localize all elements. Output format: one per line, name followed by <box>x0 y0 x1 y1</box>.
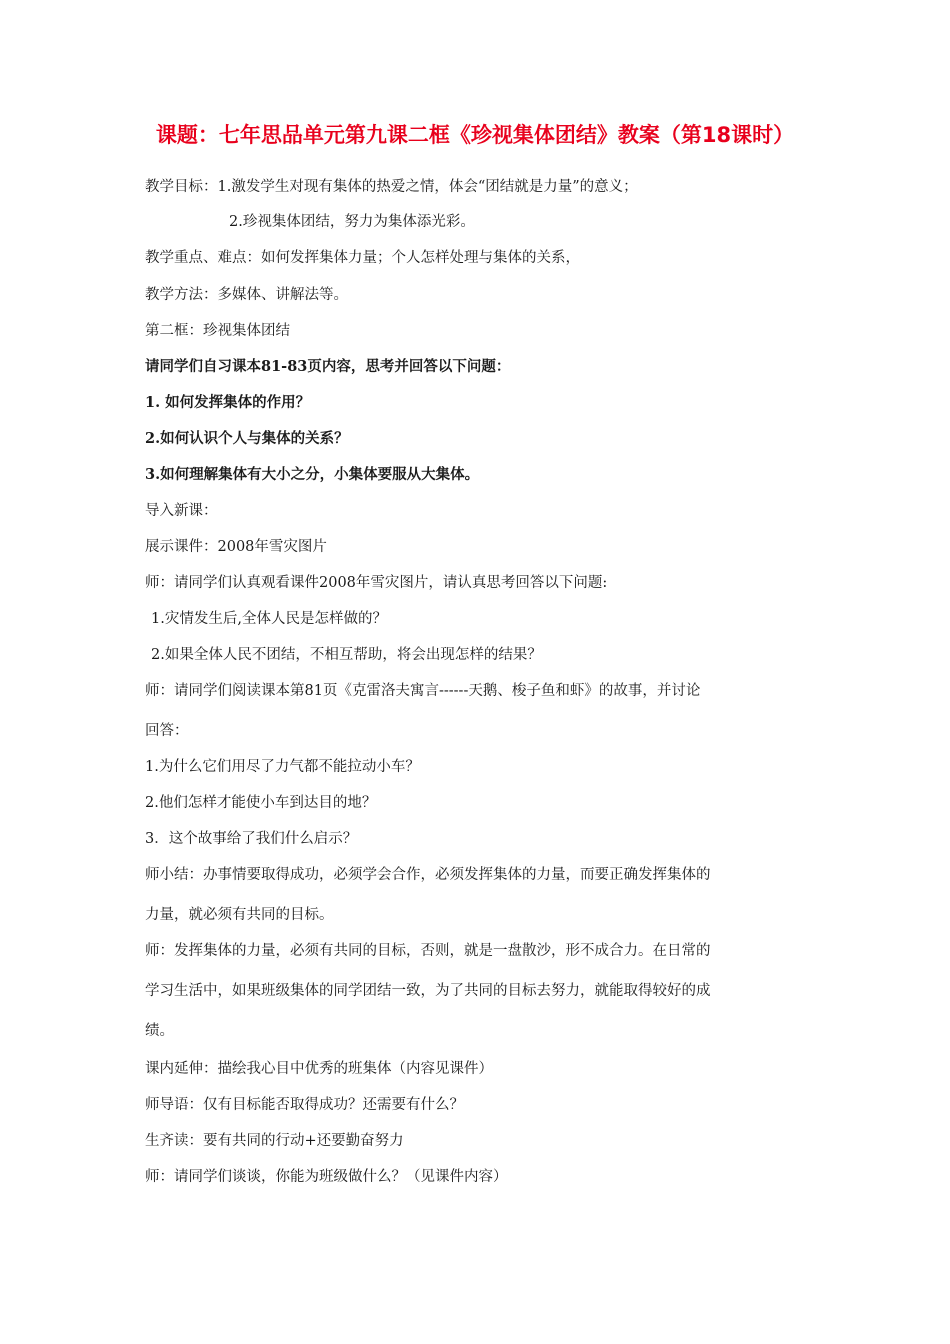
text-line-extension: 课内延伸：描绘我心目中优秀的班集体（内容见课件） <box>145 1061 493 1077</box>
text-line-summary-2: 力量，就必须有共同的目标。 <box>145 907 334 923</box>
text-line-question-1: 1. 如何发挥集体的作用？ <box>145 394 311 411</box>
text-line-teacher-1: 师：请同学们认真观看课件2008年雪灾图片，请认真思考回答以下问题: <box>145 575 608 591</box>
lesson-title: 课题：七年思品单元第九课二框《珍视集体团结》教案（第18课时） <box>155 123 795 147</box>
text-line-story-q1: 1.为什么它们用尽了力气都不能拉动小车？ <box>145 759 420 775</box>
text-line-read: 生齐读：要有共同的行动+还要勤奋努力 <box>145 1133 404 1149</box>
text-line-teacher-3b: 学习生活中，如果班级集体的同学团结一致，为了共同的目标去努力，就能取得较好的成 <box>145 983 711 999</box>
text-line-teacher-2: 师：请同学们阅读课本第81页《克雷洛夫寓言------天鹅、梭子鱼和虾》的故事，并讨论 <box>145 683 701 699</box>
text-line-disaster-q1: 1.灾情发生后,全体人民是怎样做的？ <box>151 611 387 627</box>
text-line-objective-1: 教学目标：1.激发学生对现有集体的热爱之情，体会“团结就是力量”的意义； <box>145 179 638 195</box>
text-line-key-points: 教学重点、难点：如何发挥集体力量；个人怎样处理与集体的关系， <box>145 250 580 266</box>
text-line-question-3: 3.如何理解集体有大小之分，小集体要服从大集体。 <box>145 466 480 483</box>
text-line-intro: 导入新课： <box>145 503 218 519</box>
text-line-teacher-3a: 师：发挥集体的力量，必须有共同的目标，否则，就是一盘散沙，形不成合力。在日常的 <box>145 943 711 959</box>
text-line-show: 展示课件：2008年雪灾图片 <box>145 539 327 555</box>
text-line-summary-1: 师小结：办事情要取得成功，必须学会合作，必须发挥集体的力量，而要正确发挥集体的 <box>145 867 711 883</box>
text-line-disaster-q2: 2.如果全体人民不团结，不相互帮助，将会出现怎样的结果？ <box>151 647 542 663</box>
text-line-guide: 师导语：仅有目标能否取得成功？还需要有什么？ <box>145 1097 464 1113</box>
text-line-objective-2: 2.珍视集体团结，努力为集体添光彩。 <box>229 214 475 230</box>
text-line-section: 第二框：珍视集体团结 <box>145 323 290 339</box>
text-line-self-study: 请同学们自习课本81-83页内容，思考并回答以下问题： <box>145 358 511 375</box>
text-line-story-q3: 3．这个故事给了我们什么启示？ <box>145 831 358 847</box>
text-line-story-q2: 2.他们怎样才能使小车到达目的地？ <box>145 795 377 811</box>
text-line-teacher-4: 师：请同学们谈谈，你能为班级做什么？（见课件内容） <box>145 1169 508 1185</box>
text-line-method: 教学方法：多媒体、讲解法等。 <box>145 287 348 303</box>
text-line-answer: 回答： <box>145 723 189 739</box>
text-line-question-2: 2.如何认识个人与集体的关系？ <box>145 430 349 447</box>
text-line-teacher-3c: 绩。 <box>145 1023 174 1039</box>
